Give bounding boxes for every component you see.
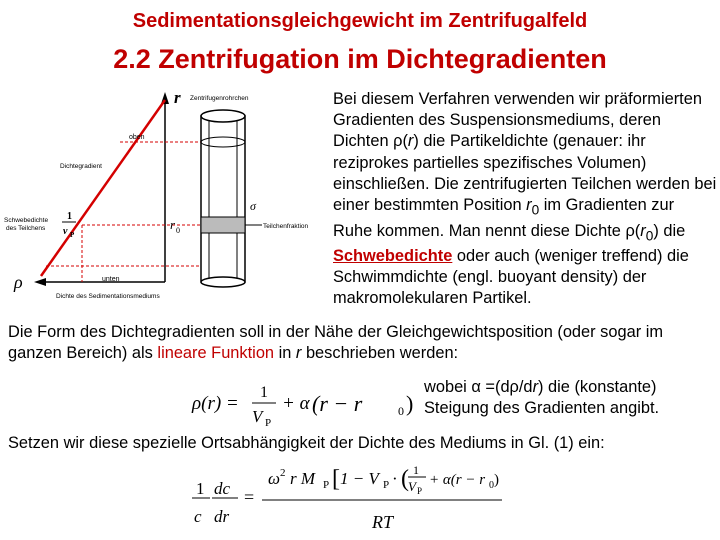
svg-text:0: 0 (398, 404, 404, 418)
tube-top (201, 110, 245, 122)
svg-text:+ α: + α (282, 393, 310, 414)
paragraph-gradient-form: Die Form des Dichtegradienten soll in der Nähe der Gleichgewichtsposition (oder sogar im ganzen Bereich) als lineare Funktion in r beschrieben werden: (8, 323, 664, 363)
svg-text:RT: RT (372, 512, 394, 532)
frac-den: v (63, 226, 68, 237)
page-title: 2.2 Zentrifugation im Dichtegradienten (113, 44, 607, 74)
svg-text:r M: r M (290, 469, 316, 488)
svg-text:c: c (194, 507, 202, 526)
gradient-diagram (0, 86, 332, 304)
svg-text:ρ(r) =: ρ(r) = (192, 393, 239, 414)
svg-text:=: = (244, 487, 255, 507)
tube-body (201, 116, 245, 282)
suspension-label-2: des Teilchens (6, 225, 46, 232)
gradient-label: Dichtegradient (60, 163, 102, 170)
svg-text:2: 2 (280, 467, 286, 479)
paragraph-intro: Bei diesem Verfahren verwenden wir präformierten Gradienten des Suspensionsmediums, deren Dichten ρ(r) die Partikeldichte (genauer: ihr reziprokes partielles spezifisches Volumen) einschließen. Die zentrifugierten Teilchen werden bei einer bestimmten Position $r_0$ im Gradienten zur Ruhe kommen. Man nennt diese Dichte $\rho(r_0)$ die Schwebedichte oder auch (weniger treffend) die Schwimmdichte (engl. buoyant density) der makromolekularen Partikel. (333, 90, 717, 308)
svg-text:1 − V: 1 − V (340, 469, 379, 488)
svg-text:P: P (383, 479, 390, 491)
svg-text:+ α(r − r: + α(r − r (429, 472, 486, 488)
rho-axis-label: ρ (14, 272, 23, 292)
svg-text:1: 1 (413, 463, 419, 477)
r-axis-label: r (174, 88, 181, 107)
highlight-linear-function: lineare Funktion (157, 344, 275, 363)
r0-label-sub: 0 (176, 226, 180, 235)
paragraph-slope: wobei α =(dρ/dr) die (konstante) Steigung des Gradienten angibt. (424, 378, 660, 418)
suspension-label-1: Schwebedichte (4, 217, 49, 224)
frac-den-sub: P (70, 231, 75, 239)
svg-text:dc: dc (214, 479, 231, 498)
svg-text:P: P (323, 479, 330, 491)
bottom-label: unten (102, 276, 120, 283)
svg-text:·: · (392, 469, 398, 488)
particle-band (201, 217, 245, 233)
gradient-line (41, 100, 165, 276)
svg-text:dr: dr (214, 507, 230, 526)
tube-bottom (201, 277, 245, 287)
svg-text:1: 1 (260, 384, 268, 401)
bracket-inner-left: ( (401, 466, 409, 492)
svg-text:0: 0 (489, 480, 494, 491)
band-label: Teilchenfraktion (263, 223, 309, 230)
top-label: oben (129, 134, 145, 141)
formula-sedimentation (190, 462, 510, 536)
r0-label: r (170, 217, 176, 232)
svg-text:V: V (408, 479, 416, 494)
kicker-title: Sedimentationsgleichgewicht im Zentrifugalfeld (132, 10, 588, 32)
svg-text:1: 1 (196, 479, 205, 498)
frac-num: 1 (67, 211, 72, 222)
svg-text:): ) (494, 472, 499, 488)
tube-label: Zentrifugenrohrchen (190, 95, 249, 102)
sigma-label: σ (250, 199, 256, 213)
svg-text:(r − r: (r − r (312, 391, 363, 416)
svg-text:P: P (265, 417, 272, 429)
svg-text:ω: ω (268, 469, 281, 488)
paragraph-substitution: Setzen wir diese spezielle Ortsabhängigkeit der Dichte des Mediums in Gl. (1) ein: (8, 434, 605, 452)
formula-linear-density (190, 377, 420, 429)
svg-text:V: V (252, 407, 263, 426)
bracket-left: [ (332, 466, 340, 492)
density-axis-label: Dichte des Sedimentationsmediums (56, 293, 160, 300)
svg-text:P: P (417, 486, 423, 496)
svg-text:): ) (406, 391, 414, 416)
rho-axis-arrow (34, 278, 46, 286)
highlight-schwebedichte: Schwebedichte (333, 246, 453, 265)
